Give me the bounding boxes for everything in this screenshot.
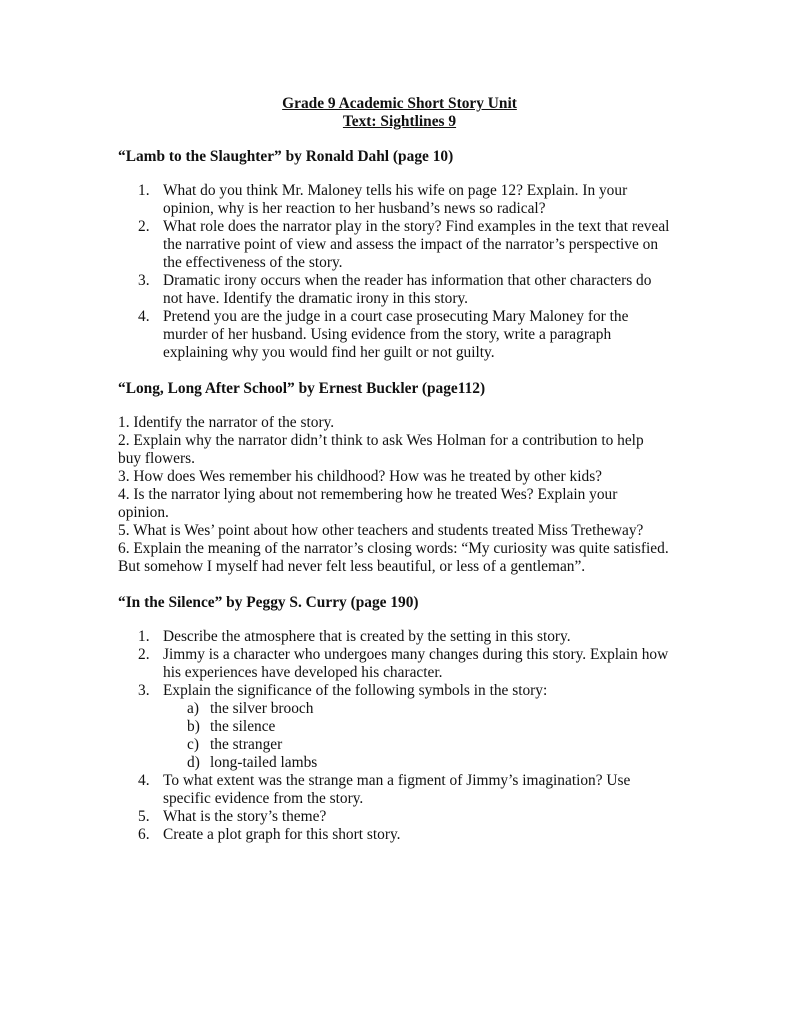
sub-item-letter: b) — [187, 718, 200, 735]
sub-item-text: long-tailed lambs — [210, 754, 318, 771]
item-number: 3. — [138, 682, 150, 699]
item-number: 4. — [138, 308, 150, 325]
question-list-lamb — [118, 182, 718, 362]
item-text-line: Explain the significance of the following symbols in the story: — [163, 682, 548, 699]
section-heading-long-after-school: “Long, Long After School” by Ernest Buckler (page112) — [118, 380, 486, 397]
item-number: 4. — [138, 772, 150, 789]
sub-list-item — [118, 718, 718, 736]
sub-item-text: the silver brooch — [210, 700, 314, 717]
list-item — [118, 218, 718, 272]
document-title: Grade 9 Academic Short Story Unit — [282, 95, 517, 112]
paragraph-line: 3. How does Wes remember his childhood? How was he treated by other kids? — [118, 468, 603, 485]
sub-list-item — [118, 736, 718, 754]
paragraph-line: 6. Explain the meaning of the narrator’s closing words: “My curiosity was quite satisfied. — [118, 540, 669, 557]
list-item — [118, 772, 718, 808]
sub-item-letter: d) — [187, 754, 200, 771]
document-subtitle: Text: Sightlines 9 — [342, 113, 457, 130]
item-number: 2. — [138, 646, 150, 663]
sub-item-text: the stranger — [210, 736, 283, 753]
question-paragraph-long-after-school — [118, 414, 718, 576]
item-text-line: Dramatic irony occurs when the reader has information that other characters do — [163, 272, 652, 289]
paragraph-line: But somehow I myself had never felt less beautiful, or less of a gentleman”. — [118, 558, 586, 575]
section-heading-lamb: “Lamb to the Slaughter” by Ronald Dahl (page 10) — [118, 148, 454, 165]
item-number: 1. — [138, 182, 150, 199]
item-text-line: Jimmy is a character who undergoes many changes during this story. Explain how — [163, 646, 669, 663]
paragraph-line: 4. Is the narrator lying about not remembering how he treated Wes? Explain your — [118, 486, 618, 503]
paragraph-line: 1. Identify the narrator of the story. — [118, 414, 335, 431]
list-item — [118, 826, 718, 844]
item-number: 5. — [138, 808, 150, 825]
item-text-line: Describe the atmosphere that is created by the setting in this story. — [163, 628, 571, 645]
list-item — [118, 646, 718, 682]
item-number: 2. — [138, 218, 150, 235]
list-item — [118, 182, 718, 218]
item-number: 6. — [138, 826, 150, 843]
item-text-line: explaining why you would find her guilt or not guilty. — [163, 344, 495, 361]
item-text-line: the effectiveness of the story. — [163, 254, 343, 271]
item-text-line: Create a plot graph for this short story. — [163, 826, 401, 843]
item-text-line: the narrative point of view and assess the impact of the narrator’s perspective on — [163, 236, 659, 253]
sub-list-item — [118, 700, 718, 718]
item-text-line: Pretend you are the judge in a court case prosecuting Mary Maloney for the — [163, 308, 629, 325]
section-heading-in-the-silence: “In the Silence” by Peggy S. Curry (page 190) — [118, 594, 419, 611]
paragraph-line: opinion. — [118, 504, 169, 521]
list-item — [118, 272, 718, 308]
item-text-line: To what extent was the strange man a figment of Jimmy’s imagination? Use — [163, 772, 631, 789]
item-number: 3. — [138, 272, 150, 289]
item-text-line: murder of her husband. Using evidence from the story, write a paragraph — [163, 326, 612, 343]
paragraph-line: buy flowers. — [118, 450, 195, 467]
sub-item-text: the silence — [210, 718, 276, 735]
question-list-in-the-silence — [118, 628, 718, 844]
paragraph-line: 5. What is Wes’ point about how other teachers and students treated Miss Tretheway? — [118, 522, 644, 539]
item-text-line: What role does the narrator play in the story? Find examples in the text that reveal — [163, 218, 670, 235]
item-number: 1. — [138, 628, 150, 645]
sub-item-letter: c) — [187, 736, 199, 753]
list-item — [118, 308, 718, 362]
list-item — [118, 628, 718, 646]
item-text-line: specific evidence from the story. — [163, 790, 364, 807]
item-text-line: opinion, why is her reaction to her husband’s news so radical? — [163, 200, 546, 217]
list-item — [118, 808, 718, 826]
document-page — [118, 95, 718, 844]
item-text-line: his experiences have developed his character. — [163, 664, 443, 681]
item-text-line: not have. Identify the dramatic irony in this story. — [163, 290, 469, 307]
sub-item-letter: a) — [187, 700, 199, 717]
paragraph-line: 2. Explain why the narrator didn’t think to ask Wes Holman for a contribution to help — [118, 432, 644, 449]
list-item — [118, 682, 718, 700]
sub-list-item — [118, 754, 718, 772]
item-text-line: What is the story’s theme? — [163, 808, 327, 825]
item-text-line: What do you think Mr. Maloney tells his wife on page 12? Explain. In your — [163, 182, 628, 199]
